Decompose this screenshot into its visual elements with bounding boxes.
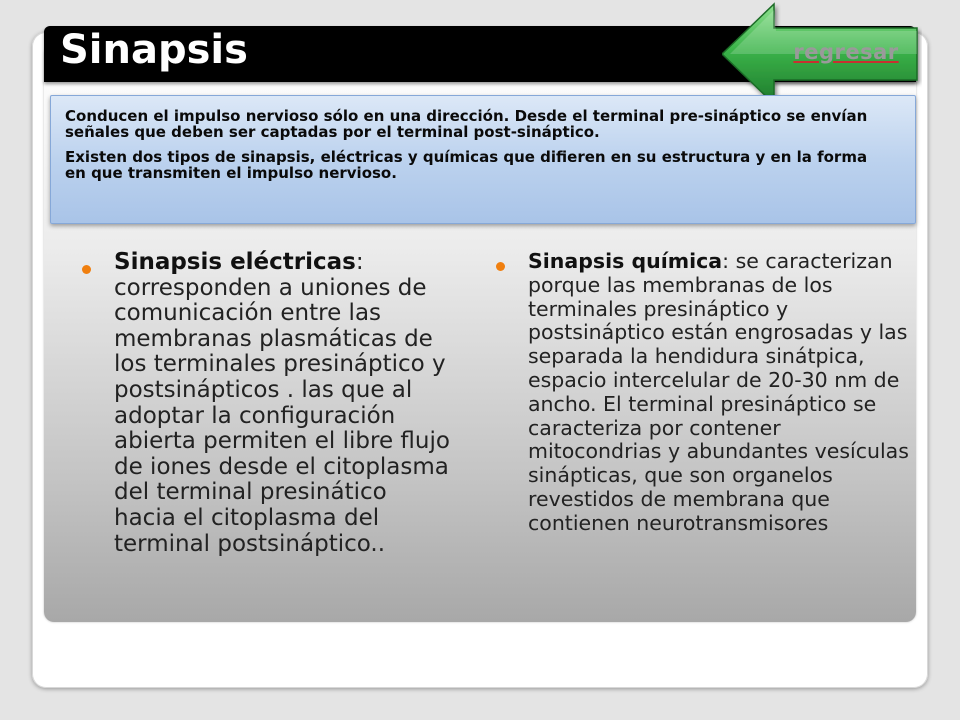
bullet-column-left <box>82 250 454 557</box>
bullet-chemical-synapse <box>496 250 914 536</box>
intro-paragraph-2: Existen dos tipos de sinapsis, eléctricas y químicas que difieren en su estructura y en la forma en que transmiten el impulso nervioso. <box>65 148 868 182</box>
intro-box <box>50 95 916 224</box>
intro-paragraph-1: Conducen el impulso nervioso sólo en una dirección. Desde el terminal pre-sináptico se envían señales que deben ser captadas por el terminal post-sináptico. <box>65 107 868 141</box>
back-button-label: regresar <box>793 40 899 64</box>
bullet-dot-icon <box>82 265 91 274</box>
back-button[interactable] <box>722 0 922 108</box>
bullet-description: : se caracterizan porque las membranas de los terminales presináptico y postsináptico están engrosadas y las separada la hendidura sinátpica, espacio intercelular de 20-30 nm de ancho. El terminal presináptico se caracteriza por contener mitocondrias y abundantes vesículas sinápticas, que son organelos revestidos de membrana que contienen neurotransmisores <box>528 249 909 535</box>
slide-title: Sinapsis <box>60 27 248 73</box>
bullet-term: Sinapsis química <box>528 249 723 273</box>
bullet-electrical-synapse <box>82 250 454 557</box>
bullet-text <box>528 250 914 536</box>
bullet-column-right <box>496 250 914 536</box>
bullet-text <box>114 250 454 557</box>
bullet-dot-icon <box>496 262 505 271</box>
bullet-description: : corresponden a uniones de comunicación entre las membranas plasmáticas de los terminales presináptico y postsinápticos . las que al adoptar la configuración abierta permiten el libre flujo de iones desde el citoplasma del terminal presinático hacia el citoplasma del terminal postsináptico.. <box>114 249 450 557</box>
bullet-term: Sinapsis eléctricas <box>114 249 356 275</box>
